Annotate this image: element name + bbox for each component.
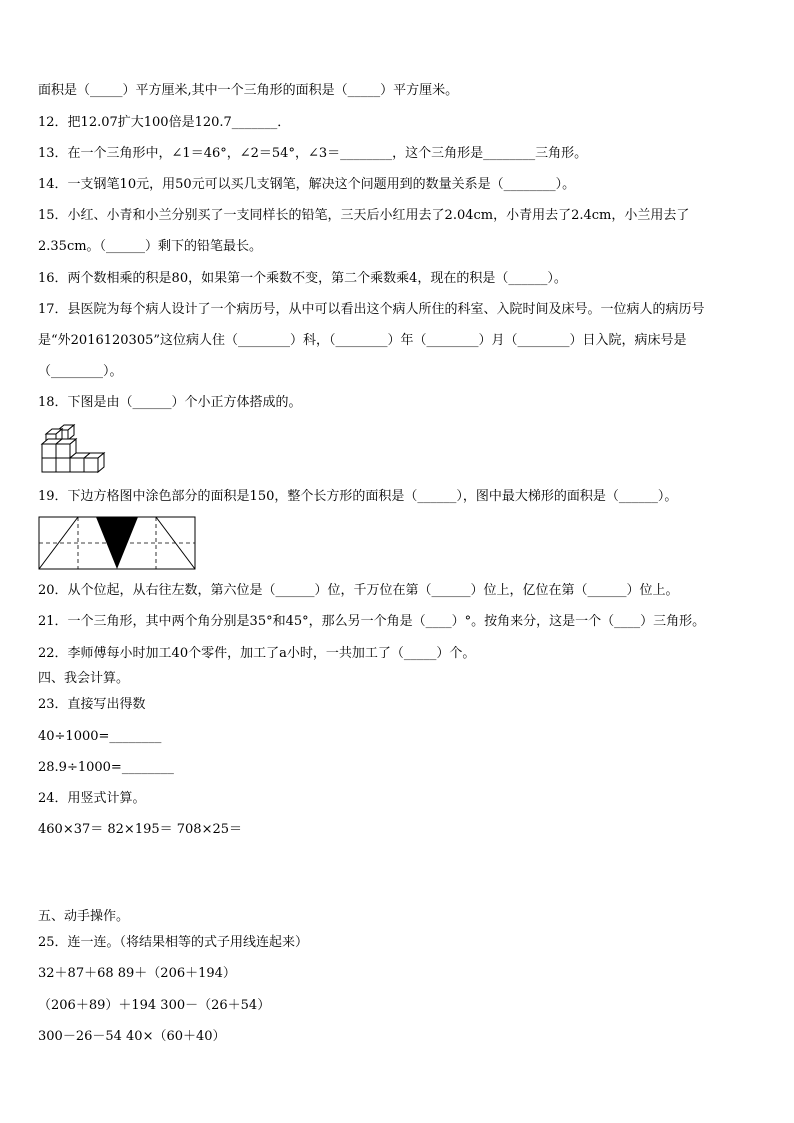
question-15-cont: 2.35cm。（______）剩下的铅笔最长。 [38,239,263,254]
question-16: 16．两个数相乘的积是80，如果第一个乘数不变，第二个乘数乘4，现在的积是（______）。 [38,271,567,286]
question-19: 19．下边方格图中涂色部分的面积是150，整个长方形的面积是（______），图中最大梯形的面积是（______）。 [38,489,678,504]
vertical-calc-items: 460×37＝ 82×195＝ 708×25＝ [38,822,243,837]
question-22: 22．李师傅每小时加工40个零件，加工了a小时，一共加工了（_____）个。 [38,646,476,661]
question-15: 15．小红、小青和小兰分别买了一支同样长的铅笔，三天后小红用去了2.04cm，小青用去了2.4cm，小兰用去了 [38,208,690,223]
question-17-cont2: （________）。 [38,364,123,379]
cube-stack-figure [38,422,110,476]
question-24: 24．用竖式计算。 [38,791,146,806]
calc-item-1: 40÷1000=________ [38,729,162,744]
connect-row-1: 32＋87＋68 89＋（206＋194） [38,966,236,981]
question-21: 21．一个三角形，其中两个角分别是35°和45°，那么另一个角是（____）°。按角来分，这是一个（____）三角形。 [38,614,706,629]
line-area-answer: 面积是（_____）平方厘米,其中一个三角形的面积是（_____）平方厘米。 [38,83,459,98]
question-13: 13．在一个三角形中，∠1＝46°，∠2＝54°，∠3＝________，这个三角形是________三角形。 [38,146,588,161]
question-17-cont: 是“外2016120305”这位病人住（________）科，（________）年（________）月（________）日入院，病床号是 [38,333,687,348]
question-18: 18．下图是由（______）个小正方体搭成的。 [38,395,302,410]
question-14: 14．一支钢笔10元，用50元可以买几支钢笔，解决这个问题用到的数量关系是（________）。 [38,177,576,192]
question-23: 23．直接写出得数 [38,697,146,712]
question-12: 12．把12.07扩大100倍是120.7_______． [38,115,291,130]
connect-row-3: 300－26－54 40×（60＋40） [38,1029,226,1044]
connect-row-2: （206＋89）＋194 300－（26＋54） [38,998,271,1013]
calc-item-2: 28.9÷1000=________ [38,760,174,775]
question-17: 17．县医院为每个病人设计了一个病历号，从中可以看出这个病人所住的科室、入院时间及床号。一位病人的病历号 [38,302,705,317]
section-five-heading: 五、动手操作。 [38,909,130,924]
question-20: 20．从个位起，从右往左数，第六位是（______）位，千万位在第（______）位上，亿位在第（______）位上。 [38,583,679,598]
section-four-heading: 四、我会计算。 [38,671,130,686]
question-25: 25．连一连。（将结果相等的式子用线连起来） [38,935,309,950]
trapezoid-grid-figure [38,516,196,570]
